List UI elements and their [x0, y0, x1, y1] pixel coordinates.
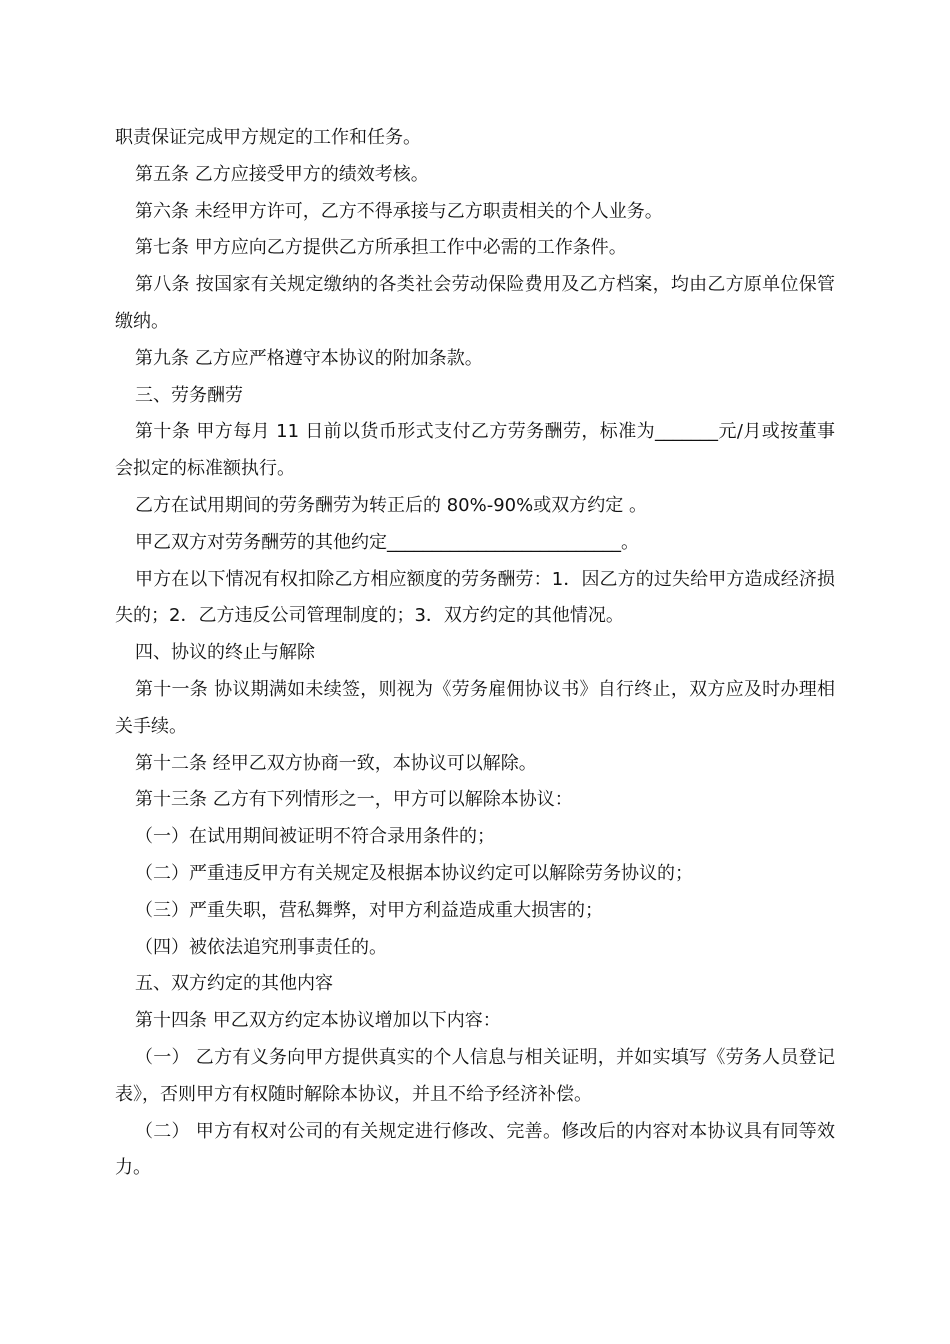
article-14: 第十四条 甲乙双方约定本协议增加以下内容： — [135, 1010, 501, 1032]
section-heading-3: 三、劳务酬劳 — [135, 384, 243, 406]
document-body — [115, 120, 835, 1187]
article-9: 第九条 乙方应严格遵守本协议的附加条款。 — [135, 347, 483, 369]
article-10: 第十条 甲方每月 11 日前以货币形式支付乙方劳务酬劳，标准为_______元/月或按董事会拟定的标准额执行。 — [115, 421, 835, 480]
paragraph-probation-pay: 乙方在试用期间的劳务酬劳为转正后的 80%-90%或双方约定 。 — [135, 494, 647, 516]
section-heading-4: 四、协议的终止与解除 — [135, 642, 315, 664]
paragraph-other-pay-terms: 甲乙双方对劳务酬劳的其他约定__________________________。 — [135, 531, 639, 553]
article-5: 第五条 乙方应接受甲方的绩效考核。 — [135, 163, 429, 185]
paragraph-pay-deduction: 甲方在以下情况有权扣除乙方相应额度的劳务酬劳：1．因乙方的过失给甲方造成经济损失的；2．乙方违反公司管理制度的；3．双方约定的其他情况。 — [115, 568, 835, 627]
list-item-4: （四）被依法追究刑事责任的。 — [135, 936, 387, 958]
article-12: 第十二条 经甲乙双方协商一致，本协议可以解除。 — [135, 752, 537, 774]
paragraph-continuation: 职责保证完成甲方规定的工作和任务。 — [115, 127, 421, 148]
article-7: 第七条 甲方应向乙方提供乙方所承担工作中必需的工作条件。 — [135, 237, 627, 259]
article-8: 第八条 按国家有关规定缴纳的各类社会劳动保险费用及乙方档案，均由乙方原单位保管缴纳。 — [115, 274, 835, 332]
article-6: 第六条 未经甲方许可，乙方不得承接与乙方职责相关的个人业务。 — [135, 200, 663, 222]
list-item-2: （二）严重违反甲方有关规定及根据本协议约定可以解除劳务协议的； — [135, 862, 693, 884]
list-item-1: （一）在试用期间被证明不符合录用条件的； — [135, 826, 495, 848]
list-item-b: （二） 甲方有权对公司的有关规定进行修改、完善。修改后的内容对本协议具有同等效力。 — [115, 1120, 835, 1179]
list-item-a: （一） 乙方有义务向甲方提供真实的个人信息与相关证明，并如实填写《劳务人员登记表》，否则甲方有权随时解除本协议，并且不给予经济补偿。 — [115, 1046, 835, 1105]
list-item-3: （三）严重失职，营私舞弊，对甲方利益造成重大损害的； — [135, 899, 603, 921]
section-heading-5: 五、双方约定的其他内容 — [135, 973, 333, 995]
article-13: 第十三条 乙方有下列情形之一，甲方可以解除本协议： — [135, 789, 573, 811]
article-11: 第十一条 协议期满如未续签，则视为《劳务雇佣协议书》自行终止，双方应及时办理相关手续。 — [115, 678, 835, 737]
